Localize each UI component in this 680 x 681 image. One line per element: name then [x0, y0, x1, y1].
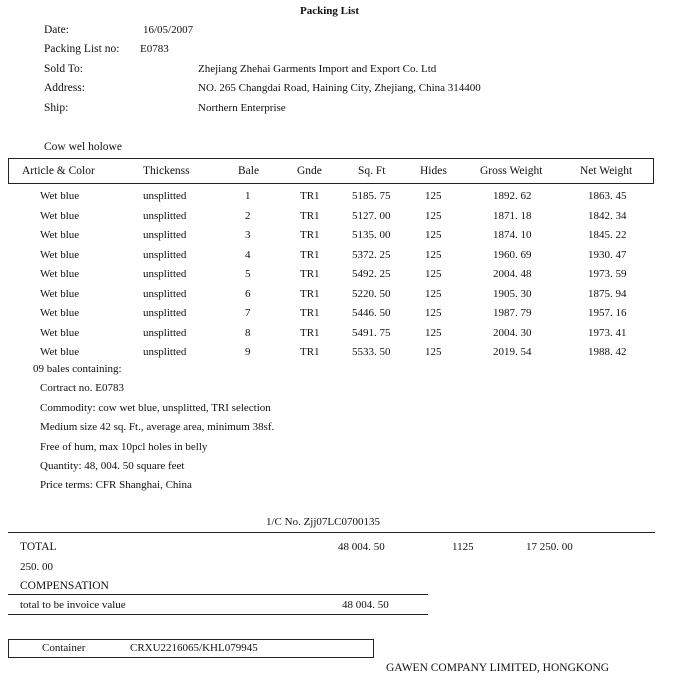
table-cell: 1957. 16	[588, 307, 627, 319]
table-cell: 5492. 25	[352, 268, 391, 280]
table-cell: 125	[425, 229, 442, 241]
table-cell: 5135. 00	[352, 229, 391, 241]
table-cell: Wet blue	[40, 268, 80, 280]
total-hides: 1125	[452, 541, 474, 553]
total-gross-weight: 17 250. 00	[526, 541, 573, 553]
table-cell: 1	[245, 190, 251, 202]
table-cell: 2004. 48	[493, 268, 532, 280]
field-value: NO. 265 Changdai Road, Haining City, Zhejiang, China 314400	[198, 82, 481, 94]
note-line: Medium size 42 sq. Ft., average area, minimum 38sf.	[40, 421, 275, 433]
table-cell: TR1	[300, 307, 320, 319]
table-cell: 5372. 25	[352, 249, 391, 261]
table-cell: unsplitted	[143, 229, 187, 241]
table-cell: unsplitted	[143, 249, 187, 261]
table-cell: 1930. 47	[588, 249, 627, 261]
container-number: CRXU2216065/KHL079945	[130, 642, 258, 654]
table-cell: Wet blue	[40, 210, 80, 222]
column-header: Net Weight	[580, 165, 633, 177]
column-header: Article & Color	[22, 165, 95, 177]
table-cell: Wet blue	[40, 288, 80, 300]
table-cell: unsplitted	[143, 327, 187, 339]
field-value: Northern Enterprise	[198, 102, 286, 114]
table-cell: 125	[425, 249, 442, 261]
table-cell: TR1	[300, 229, 320, 241]
table-cell: 1845. 22	[588, 229, 627, 241]
compensation-line	[8, 594, 428, 595]
column-header: Sq. Ft	[358, 165, 386, 177]
note-line: Free of hum, max 10pcl holes in belly	[40, 441, 208, 453]
table-cell: TR1	[300, 210, 320, 222]
column-header: Gnde	[297, 165, 322, 177]
table-cell: Wet blue	[40, 229, 80, 241]
table-cell: 1988. 42	[588, 346, 627, 358]
table-cell: unsplitted	[143, 288, 187, 300]
column-header: Bale	[238, 165, 260, 177]
note-line: Price terms: CFR Shanghai, China	[40, 479, 192, 491]
table-cell: 1987. 79	[493, 307, 532, 319]
invoice-label: total to be invoice value	[20, 599, 126, 611]
table-cell: Wet blue	[40, 190, 80, 202]
table-cell: unsplitted	[143, 210, 187, 222]
table-cell: 5491. 75	[352, 327, 391, 339]
field-label: Sold To:	[44, 63, 83, 75]
note-line: Commodity: cow wet blue, unsplitted, TRI selection	[40, 402, 271, 414]
total-extra: 250. 00	[20, 561, 53, 573]
table-cell: 1892. 62	[493, 190, 532, 202]
table-cell: 2	[245, 210, 251, 222]
table-cell: 1960. 69	[493, 249, 532, 261]
table-cell: unsplitted	[143, 346, 187, 358]
goods-description: Cow wel holowe	[44, 141, 122, 153]
table-cell: 5127. 00	[352, 210, 391, 222]
table-cell: 125	[425, 268, 442, 280]
table-cell: 5220. 50	[352, 288, 391, 300]
table-cell: 3	[245, 229, 251, 241]
table-cell: 1973. 59	[588, 268, 627, 280]
table-cell: 6	[245, 288, 251, 300]
company-footer: GAWEN COMPANY LIMITED, HONGKONG	[386, 662, 610, 674]
table-cell: 1874. 10	[493, 229, 532, 241]
table-cell: TR1	[300, 190, 320, 202]
note-line: Cortract no. E0783	[40, 382, 125, 394]
table-cell: 1863. 45	[588, 190, 627, 202]
table-cell: TR1	[300, 288, 320, 300]
field-value: 16/05/2007	[143, 24, 194, 36]
total-label: TOTAL	[20, 541, 57, 553]
table-cell: TR1	[300, 327, 320, 339]
table-cell: 4	[245, 249, 251, 261]
table-cell: 125	[425, 210, 442, 222]
note-line: 09 bales containing:	[33, 363, 122, 375]
table-cell: Wet blue	[40, 346, 80, 358]
divider-line	[8, 532, 655, 533]
table-header-box	[8, 158, 654, 184]
table-cell: 125	[425, 190, 442, 202]
invoice-value: 48 004. 50	[342, 599, 389, 611]
note-line: Quantity: 48, 004. 50 square feet	[40, 460, 185, 472]
field-value: Zhejiang Zhehai Garments Import and Export Co. Ltd	[198, 63, 437, 75]
table-cell: 1875. 94	[588, 288, 627, 300]
table-cell: 5185. 75	[352, 190, 391, 202]
column-header: Gross Weight	[480, 165, 543, 177]
table-cell: 9	[245, 346, 251, 358]
table-cell: unsplitted	[143, 307, 187, 319]
table-cell: 5	[245, 268, 251, 280]
field-label: Date:	[44, 24, 69, 36]
container-label: Container	[42, 642, 86, 654]
table-cell: 1973. 41	[588, 327, 627, 339]
document-title: Packing List	[300, 5, 359, 17]
table-cell: 125	[425, 327, 442, 339]
table-cell: 125	[425, 288, 442, 300]
table-cell: Wet blue	[40, 307, 80, 319]
table-cell: 125	[425, 307, 442, 319]
table-cell: 5533. 50	[352, 346, 391, 358]
table-cell: Wet blue	[40, 249, 80, 261]
table-cell: 8	[245, 327, 251, 339]
column-header: Thickenss	[143, 165, 190, 177]
table-cell: 1842. 34	[588, 210, 627, 222]
total-sqft: 48 004. 50	[338, 541, 385, 553]
table-cell: Wet blue	[40, 327, 80, 339]
table-cell: 1871. 18	[493, 210, 532, 222]
field-label: Packing List no:	[44, 43, 120, 55]
table-cell: 5446. 50	[352, 307, 391, 319]
table-cell: unsplitted	[143, 190, 187, 202]
field-label: Ship:	[44, 102, 69, 114]
table-cell: 125	[425, 346, 442, 358]
table-cell: 7	[245, 307, 251, 319]
table-cell: TR1	[300, 249, 320, 261]
table-cell: TR1	[300, 268, 320, 280]
table-cell: 2019. 54	[493, 346, 532, 358]
table-cell: unsplitted	[143, 268, 187, 280]
table-cell: 2004. 30	[493, 327, 532, 339]
field-label: Address:	[44, 82, 85, 94]
lc-number: 1/C No. Zjj07LC0700135	[266, 516, 380, 528]
field-value: E0783	[140, 43, 169, 55]
compensation-label: COMPENSATION	[20, 580, 109, 592]
table-cell: TR1	[300, 346, 320, 358]
column-header: Hides	[420, 165, 447, 177]
invoice-line	[8, 614, 428, 615]
table-cell: 1905. 30	[493, 288, 532, 300]
